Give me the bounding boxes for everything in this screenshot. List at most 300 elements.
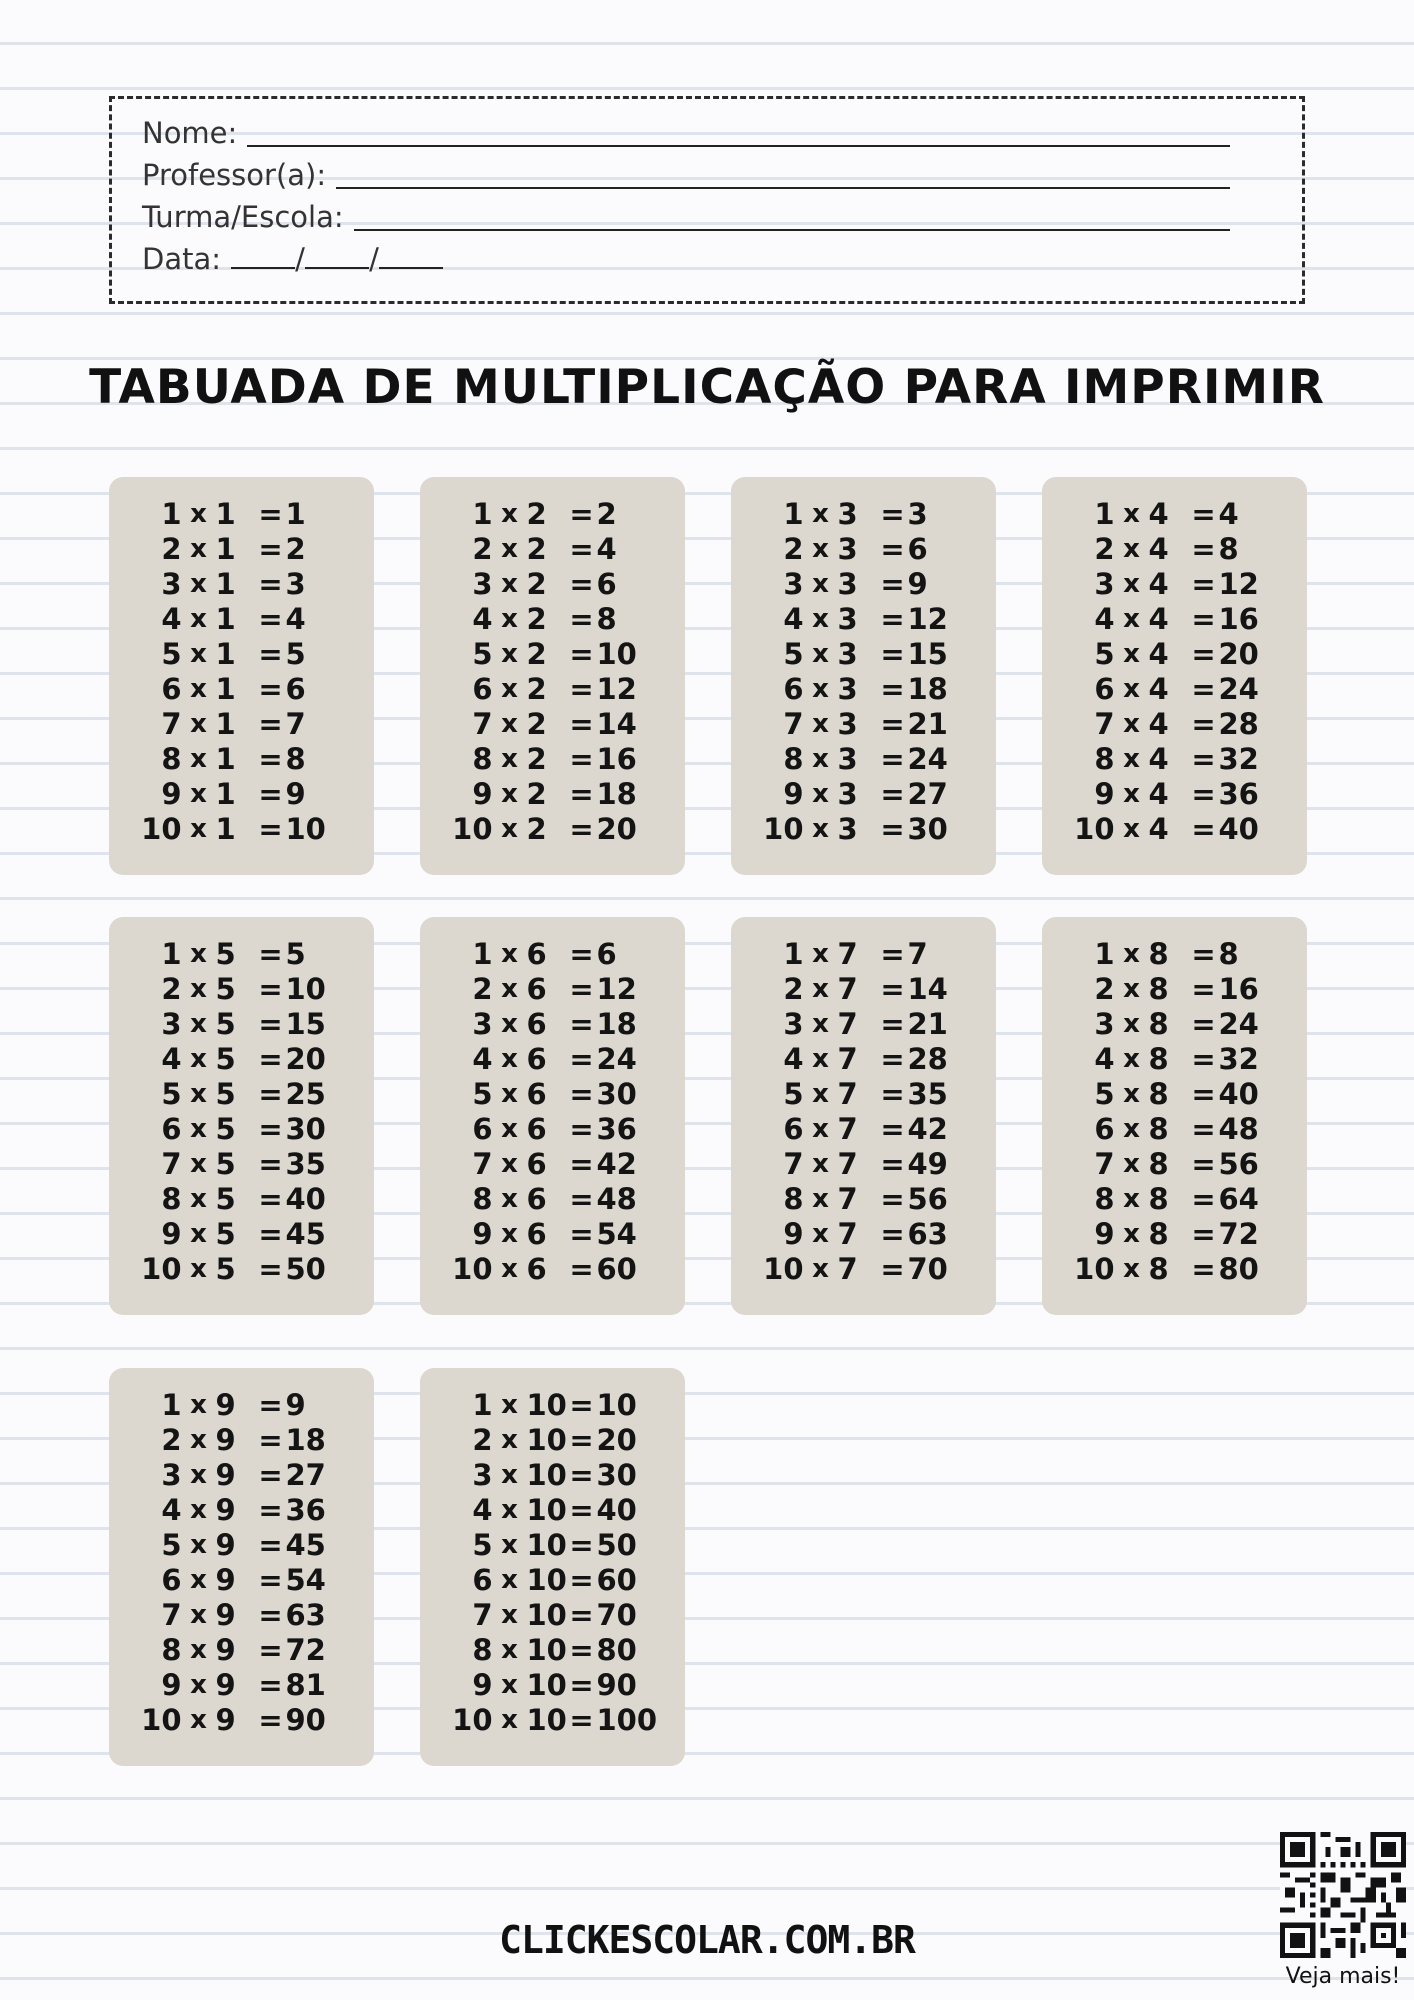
- equals-sign: =: [569, 567, 594, 601]
- equals-sign: =: [569, 1388, 594, 1422]
- product: 10: [285, 972, 326, 1006]
- multiplier: 1: [215, 602, 236, 636]
- times-sign: x: [1123, 674, 1140, 704]
- times-sign: x: [1123, 814, 1140, 844]
- times-sign: x: [190, 639, 207, 669]
- multiplication-fact: [731, 1007, 996, 1042]
- times-sign: x: [812, 569, 829, 599]
- table-card-8: [1042, 917, 1307, 1315]
- multiplier: 1: [215, 777, 236, 811]
- multiplication-fact: [420, 1528, 685, 1563]
- equals-sign: =: [569, 672, 594, 706]
- factor: 4: [472, 1493, 493, 1527]
- equals-sign: =: [880, 602, 905, 636]
- factor: 1: [783, 497, 804, 531]
- equals-sign: =: [258, 1458, 283, 1492]
- multiplier: 1: [215, 707, 236, 741]
- equals-sign: =: [258, 707, 283, 741]
- multiplication-fact: [731, 637, 996, 672]
- product: 14: [907, 972, 948, 1006]
- factor: 1: [783, 937, 804, 971]
- multiplier: 9: [215, 1493, 236, 1527]
- multiplier: 9: [215, 1388, 236, 1422]
- product: 80: [1218, 1252, 1259, 1286]
- times-sign: x: [501, 814, 518, 844]
- equals-sign: =: [569, 1182, 594, 1216]
- date-row: [142, 241, 443, 277]
- equals-sign: =: [880, 497, 905, 531]
- multiplier: 2: [526, 567, 547, 601]
- table-card-3: [731, 477, 996, 875]
- product: 2: [285, 532, 306, 566]
- table-card-6: [420, 917, 685, 1315]
- multiplier: 6: [526, 1112, 547, 1146]
- times-sign: x: [190, 534, 207, 564]
- multiplication-fact: [420, 1633, 685, 1668]
- day-blank[interactable]: [231, 243, 295, 269]
- product: 50: [596, 1528, 637, 1562]
- equals-sign: =: [258, 1388, 283, 1422]
- multiplier: 2: [526, 742, 547, 776]
- equals-sign: =: [569, 972, 594, 1006]
- factor: 10: [141, 1252, 182, 1286]
- factor: 2: [472, 1423, 493, 1457]
- factor: 9: [1094, 777, 1115, 811]
- times-sign: x: [190, 1565, 207, 1595]
- factor: 2: [161, 532, 182, 566]
- times-sign: x: [190, 1079, 207, 1109]
- factor: 8: [472, 1182, 493, 1216]
- multiplication-fact: [731, 1042, 996, 1077]
- table-card-4: [1042, 477, 1307, 875]
- times-sign: x: [501, 974, 518, 1004]
- multiplier: 9: [215, 1668, 236, 1702]
- times-sign: x: [812, 744, 829, 774]
- times-sign: x: [1123, 569, 1140, 599]
- times-sign: x: [190, 814, 207, 844]
- date-separator: /: [369, 242, 379, 276]
- multiplier: 10: [526, 1423, 567, 1457]
- student-info-box: [109, 96, 1305, 304]
- multiplier: 8: [1148, 1077, 1169, 1111]
- product: 35: [285, 1147, 326, 1181]
- times-sign: x: [501, 569, 518, 599]
- multiplication-fact: [731, 1112, 996, 1147]
- times-sign: x: [190, 1044, 207, 1074]
- times-sign: x: [190, 1670, 207, 1700]
- equals-sign: =: [258, 1563, 283, 1597]
- factor: 5: [783, 1077, 804, 1111]
- multiplier: 1: [215, 532, 236, 566]
- times-sign: x: [190, 1184, 207, 1214]
- multiplication-fact: [731, 812, 996, 847]
- multiplier: 5: [215, 937, 236, 971]
- multiplication-fact: [109, 777, 374, 812]
- equals-sign: =: [569, 777, 594, 811]
- equals-sign: =: [569, 937, 594, 971]
- teacher-label: Professor(a):: [142, 158, 327, 192]
- equals-sign: =: [1191, 1042, 1216, 1076]
- multiplication-fact: [1042, 777, 1307, 812]
- multiplication-fact: [109, 567, 374, 602]
- product: 27: [285, 1458, 326, 1492]
- class-blank-line[interactable]: [354, 229, 1230, 231]
- factor: 4: [472, 1042, 493, 1076]
- product: 81: [285, 1668, 326, 1702]
- page-title: TABUADA DE MULTIPLICAÇÃO PARA IMPRIMIR: [89, 360, 1325, 415]
- multiplication-fact: [109, 1633, 374, 1668]
- product: 48: [596, 1182, 637, 1216]
- times-sign: x: [501, 1705, 518, 1735]
- table-card-9: [109, 1368, 374, 1766]
- equals-sign: =: [258, 777, 283, 811]
- product: 80: [596, 1633, 637, 1667]
- times-sign: x: [501, 1460, 518, 1490]
- factor: 10: [141, 1703, 182, 1737]
- times-sign: x: [812, 1219, 829, 1249]
- times-sign: x: [190, 744, 207, 774]
- times-sign: x: [812, 674, 829, 704]
- product: 32: [1218, 1042, 1259, 1076]
- factor: 10: [452, 812, 493, 846]
- product: 18: [285, 1423, 326, 1457]
- times-sign: x: [812, 1009, 829, 1039]
- product: 30: [596, 1077, 637, 1111]
- factor: 4: [472, 602, 493, 636]
- times-sign: x: [190, 1600, 207, 1630]
- product: 48: [1218, 1112, 1259, 1146]
- times-sign: x: [501, 1670, 518, 1700]
- equals-sign: =: [1191, 1007, 1216, 1041]
- times-sign: x: [1123, 1149, 1140, 1179]
- site-url: CLICKESCOLAR.COM.BR: [499, 1918, 915, 1962]
- times-sign: x: [812, 1114, 829, 1144]
- product: 6: [596, 937, 617, 971]
- product: 35: [907, 1077, 948, 1111]
- equals-sign: =: [569, 1668, 594, 1702]
- times-sign: x: [501, 1600, 518, 1630]
- factor: 5: [161, 637, 182, 671]
- product: 24: [1218, 672, 1259, 706]
- times-sign: x: [190, 1219, 207, 1249]
- equals-sign: =: [258, 812, 283, 846]
- equals-sign: =: [880, 777, 905, 811]
- equals-sign: =: [569, 1563, 594, 1597]
- teacher-blank-line[interactable]: [336, 187, 1230, 189]
- factor: 1: [1094, 497, 1115, 531]
- multiplication-fact: [109, 637, 374, 672]
- multiplier: 9: [215, 1703, 236, 1737]
- product: 15: [907, 637, 948, 671]
- multiplier: 1: [215, 637, 236, 671]
- factor: 3: [161, 567, 182, 601]
- name-label: Nome:: [142, 116, 238, 150]
- product: 36: [1218, 777, 1259, 811]
- factor: 1: [161, 937, 182, 971]
- multiplier: 2: [526, 672, 547, 706]
- equals-sign: =: [258, 1077, 283, 1111]
- multiplier: 4: [1148, 637, 1169, 671]
- multiplication-fact: [420, 1077, 685, 1112]
- multiplication-fact: [109, 972, 374, 1007]
- product: 8: [596, 602, 617, 636]
- product: 36: [285, 1493, 326, 1527]
- times-sign: x: [501, 939, 518, 969]
- equals-sign: =: [258, 1042, 283, 1076]
- multiplication-fact: [109, 1598, 374, 1633]
- times-sign: x: [1123, 709, 1140, 739]
- multiplication-fact: [109, 532, 374, 567]
- times-sign: x: [190, 1460, 207, 1490]
- times-sign: x: [190, 1495, 207, 1525]
- product: 12: [596, 972, 637, 1006]
- equals-sign: =: [569, 637, 594, 671]
- multiplication-fact: [420, 1252, 685, 1287]
- product: 6: [596, 567, 617, 601]
- equals-sign: =: [569, 1217, 594, 1251]
- multiplication-fact: [420, 1112, 685, 1147]
- equals-sign: =: [258, 1668, 283, 1702]
- product: 45: [285, 1217, 326, 1251]
- multiplier: 3: [837, 777, 858, 811]
- multiplier: 7: [837, 972, 858, 1006]
- multiplier: 10: [526, 1528, 567, 1562]
- factor: 9: [1094, 1217, 1115, 1251]
- equals-sign: =: [1191, 567, 1216, 601]
- factor: 3: [161, 1458, 182, 1492]
- factor: 5: [472, 1528, 493, 1562]
- multiplier: 9: [215, 1423, 236, 1457]
- factor: 8: [472, 742, 493, 776]
- times-sign: x: [190, 939, 207, 969]
- equals-sign: =: [258, 1007, 283, 1041]
- product: 32: [1218, 742, 1259, 776]
- factor: 10: [763, 1252, 804, 1286]
- times-sign: x: [501, 1530, 518, 1560]
- multiplication-fact: [420, 637, 685, 672]
- multiplier: 10: [526, 1563, 567, 1597]
- times-sign: x: [1123, 974, 1140, 1004]
- times-sign: x: [190, 674, 207, 704]
- equals-sign: =: [569, 1633, 594, 1667]
- multiplier: 7: [837, 1042, 858, 1076]
- equals-sign: =: [1191, 937, 1216, 971]
- factor: 2: [472, 532, 493, 566]
- table-card-7: [731, 917, 996, 1315]
- product: 20: [1218, 637, 1259, 671]
- times-sign: x: [812, 939, 829, 969]
- times-sign: x: [812, 1184, 829, 1214]
- multiplication-fact: [420, 1423, 685, 1458]
- equals-sign: =: [880, 1252, 905, 1286]
- equals-sign: =: [1191, 532, 1216, 566]
- factor: 1: [161, 497, 182, 531]
- multiplier: 8: [1148, 1007, 1169, 1041]
- product: 30: [907, 812, 948, 846]
- equals-sign: =: [569, 707, 594, 741]
- equals-sign: =: [569, 532, 594, 566]
- multiplier: 3: [837, 672, 858, 706]
- times-sign: x: [501, 1219, 518, 1249]
- factor: 4: [783, 602, 804, 636]
- factor: 6: [161, 672, 182, 706]
- multiplication-fact: [420, 777, 685, 812]
- equals-sign: =: [1191, 497, 1216, 531]
- multiplier: 7: [837, 1077, 858, 1111]
- times-sign: x: [501, 1495, 518, 1525]
- product: 24: [596, 1042, 637, 1076]
- factor: 8: [161, 1182, 182, 1216]
- equals-sign: =: [880, 1112, 905, 1146]
- factor: 7: [472, 707, 493, 741]
- multiplier: 7: [837, 937, 858, 971]
- product: 56: [1218, 1147, 1259, 1181]
- product: 8: [285, 742, 306, 776]
- product: 54: [285, 1563, 326, 1597]
- multiplication-fact: [1042, 567, 1307, 602]
- multiplier: 4: [1148, 497, 1169, 531]
- factor: 6: [161, 1563, 182, 1597]
- times-sign: x: [812, 1079, 829, 1109]
- times-sign: x: [1123, 604, 1140, 634]
- multiplier: 10: [526, 1493, 567, 1527]
- factor: 4: [161, 1042, 182, 1076]
- equals-sign: =: [258, 1147, 283, 1181]
- product: 42: [907, 1112, 948, 1146]
- multiplication-fact: [420, 602, 685, 637]
- factor: 4: [1094, 1042, 1115, 1076]
- times-sign: x: [812, 604, 829, 634]
- multiplier: 5: [215, 1147, 236, 1181]
- multiplier: 8: [1148, 1112, 1169, 1146]
- equals-sign: =: [880, 637, 905, 671]
- multiplication-fact: [731, 937, 996, 972]
- times-sign: x: [501, 1635, 518, 1665]
- multiplication-fact: [109, 1563, 374, 1598]
- times-sign: x: [501, 1254, 518, 1284]
- times-sign: x: [501, 674, 518, 704]
- multiplication-fact: [731, 602, 996, 637]
- multiplier: 10: [526, 1458, 567, 1492]
- times-sign: x: [190, 1425, 207, 1455]
- multiplication-fact: [1042, 972, 1307, 1007]
- product: 9: [285, 1388, 306, 1422]
- equals-sign: =: [569, 1703, 594, 1737]
- product: 100: [596, 1703, 658, 1737]
- times-sign: x: [501, 639, 518, 669]
- times-sign: x: [190, 604, 207, 634]
- multiplication-fact: [109, 497, 374, 532]
- multiplication-fact: [109, 1182, 374, 1217]
- multiplier: 7: [837, 1182, 858, 1216]
- factor: 9: [472, 1217, 493, 1251]
- factor: 7: [783, 707, 804, 741]
- factor: 3: [1094, 1007, 1115, 1041]
- equals-sign: =: [1191, 812, 1216, 846]
- factor: 1: [472, 937, 493, 971]
- times-sign: x: [1123, 1079, 1140, 1109]
- factor: 1: [161, 1388, 182, 1422]
- multiplication-fact: [1042, 1007, 1307, 1042]
- multiplier: 6: [526, 972, 547, 1006]
- multiplier: 4: [1148, 602, 1169, 636]
- multiplication-fact: [420, 1217, 685, 1252]
- multiplier: 5: [215, 972, 236, 1006]
- multiplication-fact: [109, 742, 374, 777]
- multiplier: 6: [526, 1182, 547, 1216]
- name-blank-line[interactable]: [247, 145, 1230, 147]
- class-row: [142, 199, 1230, 235]
- qr-caption: Veja mais!: [1285, 1964, 1401, 1989]
- product: 5: [285, 637, 306, 671]
- product: 21: [907, 707, 948, 741]
- factor: 9: [472, 1668, 493, 1702]
- product: 40: [1218, 1077, 1259, 1111]
- multiplication-fact: [420, 1458, 685, 1493]
- multiplier: 6: [526, 1147, 547, 1181]
- multiplier: 8: [1148, 1217, 1169, 1251]
- multiplication-fact: [420, 1388, 685, 1423]
- equals-sign: =: [880, 937, 905, 971]
- product: 10: [596, 637, 637, 671]
- product: 70: [596, 1598, 637, 1632]
- multiplication-fact: [420, 812, 685, 847]
- times-sign: x: [1123, 1114, 1140, 1144]
- factor: 1: [472, 1388, 493, 1422]
- product: 3: [907, 497, 928, 531]
- multiplier: 8: [1148, 972, 1169, 1006]
- times-sign: x: [501, 779, 518, 809]
- multiplication-fact: [420, 1563, 685, 1598]
- equals-sign: =: [880, 1007, 905, 1041]
- equals-sign: =: [569, 1458, 594, 1492]
- equals-sign: =: [258, 1252, 283, 1286]
- factor: 4: [1094, 602, 1115, 636]
- times-sign: x: [501, 1149, 518, 1179]
- product: 3: [285, 567, 306, 601]
- product: 90: [285, 1703, 326, 1737]
- multiplication-fact: [109, 1423, 374, 1458]
- date-separator: /: [295, 242, 305, 276]
- factor: 8: [161, 1633, 182, 1667]
- factor: 7: [783, 1147, 804, 1181]
- table-card-1: [109, 477, 374, 875]
- product: 24: [907, 742, 948, 776]
- product: 40: [285, 1182, 326, 1216]
- multiplier: 5: [215, 1112, 236, 1146]
- multiplier: 3: [837, 532, 858, 566]
- month-blank[interactable]: [305, 243, 369, 269]
- multiplication-fact: [420, 1668, 685, 1703]
- times-sign: x: [190, 1390, 207, 1420]
- multiplier: 10: [526, 1598, 567, 1632]
- factor: 6: [1094, 672, 1115, 706]
- equals-sign: =: [880, 1147, 905, 1181]
- multiplication-fact: [420, 1598, 685, 1633]
- product: 4: [596, 532, 617, 566]
- equals-sign: =: [258, 602, 283, 636]
- factor: 10: [1074, 812, 1115, 846]
- product: 45: [285, 1528, 326, 1562]
- multiplication-fact: [109, 1147, 374, 1182]
- product: 72: [1218, 1217, 1259, 1251]
- multiplication-fact: [420, 1182, 685, 1217]
- year-blank[interactable]: [379, 243, 443, 269]
- class-label: Turma/Escola:: [142, 200, 344, 234]
- multiplication-fact: [109, 1217, 374, 1252]
- multiplication-fact: [109, 1042, 374, 1077]
- multiplication-fact: [731, 1182, 996, 1217]
